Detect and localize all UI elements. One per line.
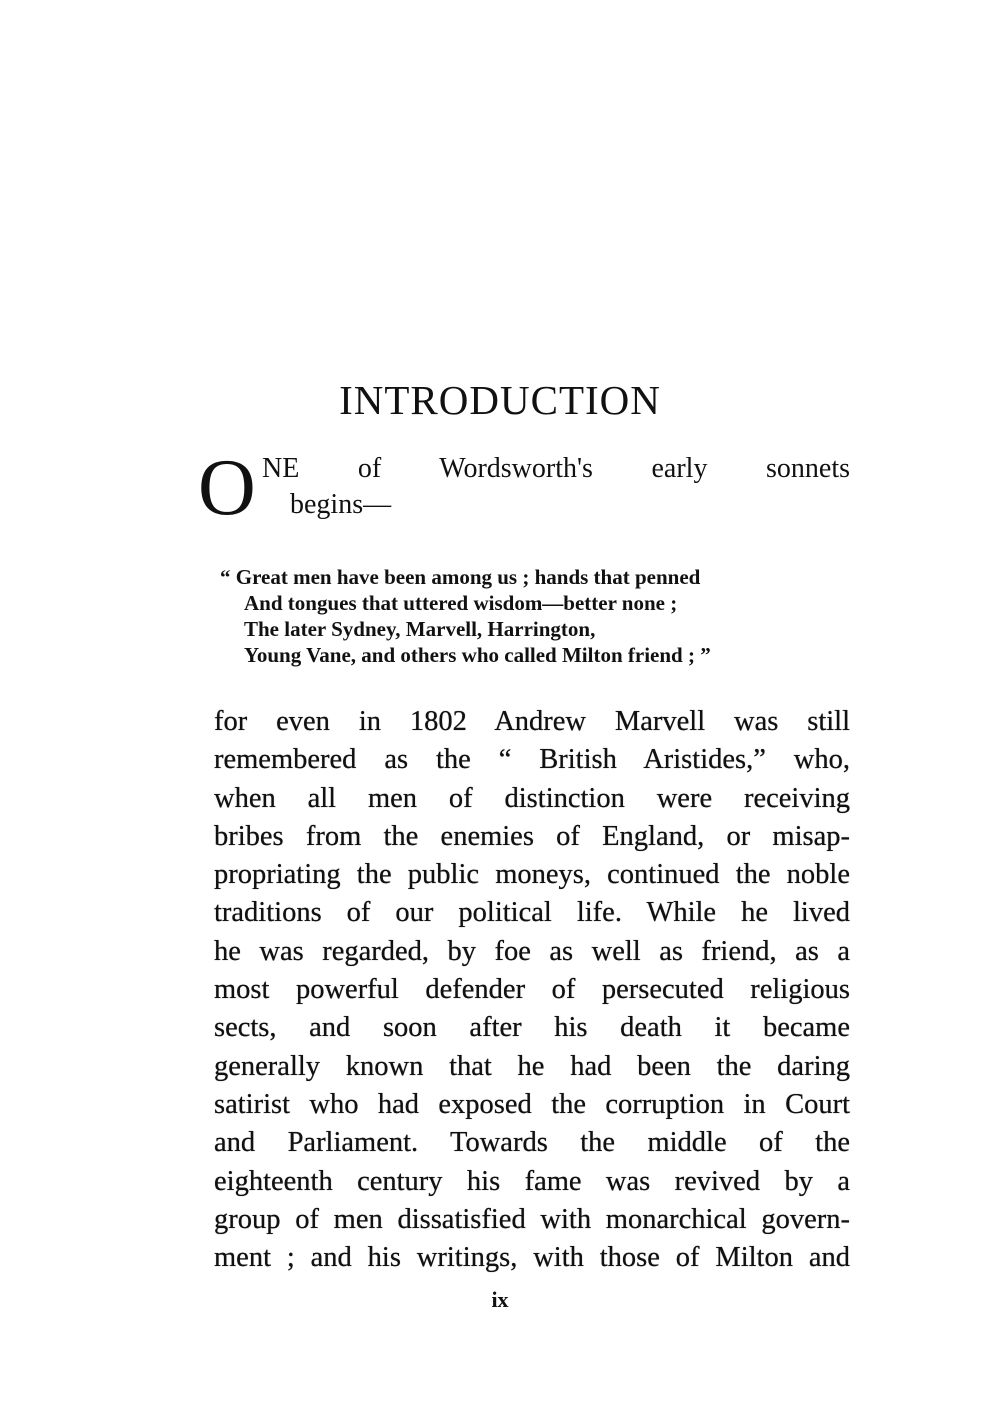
text-line: satirist who had exposed the corruption in Court [214,1088,850,1120]
text-line: and Parliament. Towards the middle of the [214,1127,850,1159]
quote-line: Young Vane, and others who called Milton friend ; ” [244,643,711,667]
page-number: ix [491,1287,509,1312]
body-text [214,703,850,1277]
text-line: sects, and soon after his death it became [214,1012,850,1044]
page-title: INTRODUCTION [339,377,661,423]
text-line: eighteenth century his fame was revived by a [214,1165,850,1197]
text-line: remembered as the “ British Aristides,” who, [214,744,850,776]
quote-line: “ Great men have been among us ; hands that penned [220,565,701,589]
text-line: generally known that he had been the daring [214,1050,850,1082]
text-line: he was regarded, by foe as well as friend, as a [214,935,850,967]
text-line: ment ; and his writings, with those of Milton and [214,1242,850,1274]
drop-cap: O [198,444,256,532]
text-line: bribes from the enemies of England, or misap- [214,820,850,852]
quote-line: The later Sydney, Marvell, Harrington, [244,617,596,641]
text-line: when all men of distinction were receiving [214,782,850,814]
text-line: most powerful defender of persecuted religious [214,974,850,1006]
sonnet-quote [220,564,711,668]
text-line: traditions of our political life. While he lived [214,897,850,929]
text-line: for even in 1802 Andrew Marvell was still [214,706,850,737]
text-line: propriating the public moneys, continued the noble [214,859,850,891]
text-line: group of men dissatisfied with monarchical govern- [214,1203,850,1235]
opening-line-1: NE of Wordsworth's early sonnets [262,453,850,484]
opening-line-2: begins— [290,489,392,520]
quote-line: And tongues that uttered wisdom—better none ; [244,591,678,615]
